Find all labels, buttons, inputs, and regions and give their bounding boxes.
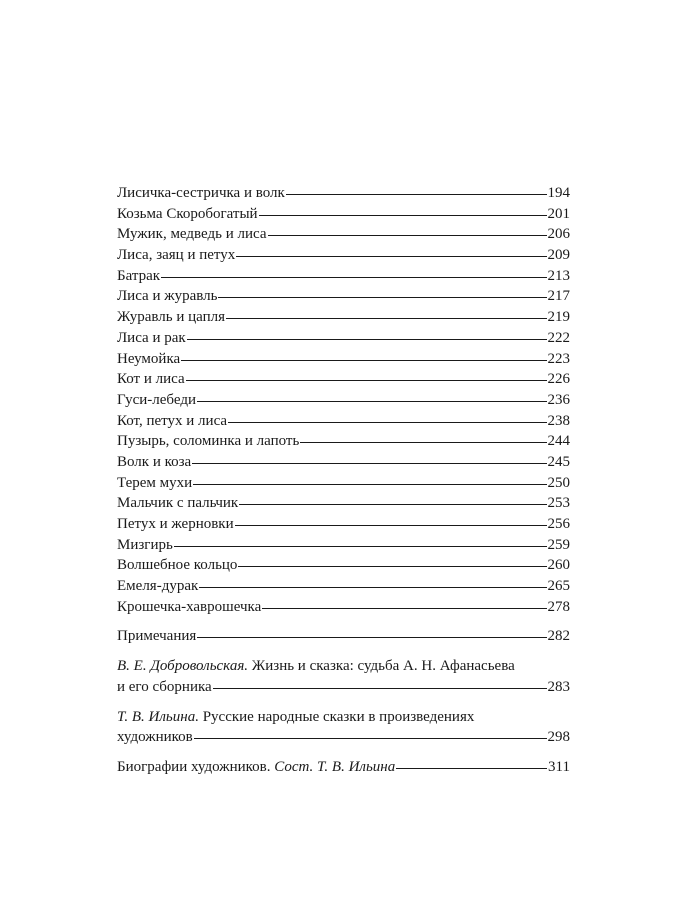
toc-entry-page: 245 <box>547 453 570 470</box>
toc-entry-title: Мужик, медведь и лиса <box>117 226 267 243</box>
article-title-cont: художников <box>117 729 193 746</box>
toc-entry-biographies[interactable] <box>117 757 570 778</box>
toc-entry-title: Мизгирь <box>117 536 173 553</box>
dot-leader <box>186 380 547 381</box>
author-name: В. Е. Добровольская. <box>117 658 249 675</box>
toc-entry[interactable] <box>117 204 570 225</box>
toc-entry-page: 256 <box>547 516 570 532</box>
toc-entry-page: 236 <box>547 391 570 408</box>
toc-entry-page: 250 <box>547 474 570 491</box>
toc-entry-title: Терем мухи <box>117 474 193 491</box>
toc-entry-page: 265 <box>547 578 570 595</box>
toc-entry[interactable] <box>117 266 570 287</box>
toc-entry[interactable] <box>117 349 570 370</box>
toc-entry-page: 238 <box>547 412 570 429</box>
toc-entry-page: 259 <box>547 536 570 553</box>
toc-entry-title: Гуси-лебеди <box>117 391 196 408</box>
toc-entry[interactable] <box>117 493 570 514</box>
dot-leader <box>226 318 546 319</box>
dot-leader <box>228 422 546 423</box>
toc-entry-title: Мальчик с пальчик <box>117 495 239 512</box>
toc-entry-title: Неумойка <box>117 350 181 367</box>
toc-entry-page: 223 <box>547 350 570 367</box>
toc-entry[interactable] <box>117 535 570 556</box>
toc-entry[interactable] <box>117 390 570 411</box>
dot-leader <box>197 637 546 638</box>
toc-entry[interactable] <box>117 245 570 266</box>
toc-entry-title: Козьма Скоробогатый <box>117 205 258 222</box>
toc-entry-title: Лиса и журавль <box>117 288 218 305</box>
compiler-name: Сост. Т. В. Ильина <box>274 758 396 775</box>
toc-entry-page: 222 <box>547 329 570 346</box>
toc-entry-notes[interactable] <box>117 626 570 647</box>
toc-entry-page: 311 <box>548 758 570 775</box>
dot-leader <box>187 339 547 340</box>
toc-entry-page: 244 <box>547 433 570 450</box>
dot-leader <box>268 235 547 236</box>
article-title: Жизнь и сказка: судьба А. Н. Афанасьева <box>251 658 515 675</box>
toc-entry[interactable] <box>117 307 570 328</box>
toc-entry-page: 282 <box>547 628 570 645</box>
toc-entry-title: Кот, петух и лиса <box>117 412 228 429</box>
toc-entry-title: Лиса и рак <box>117 329 186 346</box>
table-of-contents <box>117 183 570 778</box>
toc-entry-page: 253 <box>547 495 570 512</box>
dot-leader <box>213 688 547 689</box>
toc-entry-title: Петух и жерновки <box>117 516 234 532</box>
dot-leader <box>238 566 546 567</box>
toc-entry[interactable] <box>117 576 570 597</box>
dot-leader <box>235 525 547 526</box>
dot-leader <box>218 297 546 298</box>
toc-entry-page: 283 <box>547 678 570 695</box>
dot-leader <box>192 463 546 464</box>
toc-entry-page: 260 <box>547 557 570 574</box>
toc-entry-title: Волшебное кольцо <box>117 557 238 574</box>
dot-leader <box>286 194 547 195</box>
toc-entry[interactable] <box>117 411 570 432</box>
dot-leader <box>174 546 547 547</box>
toc-entry[interactable] <box>117 328 570 349</box>
dot-leader <box>193 484 546 485</box>
toc-entry[interactable] <box>117 555 570 576</box>
toc-entry-page: 298 <box>547 729 570 746</box>
dot-leader <box>194 738 547 739</box>
toc-entry-title: Лисичка-сестричка и волк <box>117 185 285 201</box>
toc-entry-title: Пузырь, соломинка и лапоть <box>117 433 300 450</box>
dot-leader <box>181 360 546 361</box>
bios-title: Биографии художников. <box>117 758 271 775</box>
toc-entry[interactable] <box>117 514 570 535</box>
dot-leader <box>259 215 547 216</box>
dot-leader <box>161 277 546 278</box>
toc-entry[interactable] <box>117 286 570 307</box>
toc-entry-title: Волк и коза <box>117 453 192 470</box>
toc-entry-article-dobrovolskaya[interactable] <box>117 656 570 697</box>
toc-entry[interactable] <box>117 183 570 204</box>
toc-entries <box>117 183 570 617</box>
dot-leader <box>236 256 546 257</box>
toc-entry[interactable] <box>117 597 570 618</box>
toc-entry-page: 217 <box>547 288 570 305</box>
toc-entry[interactable] <box>117 224 570 245</box>
dot-leader <box>262 608 546 609</box>
toc-entry-page: 209 <box>547 247 570 264</box>
toc-entry-page: 213 <box>547 267 570 284</box>
toc-entry-page: 206 <box>547 226 570 243</box>
toc-entry-page: 219 <box>547 309 570 326</box>
toc-entry-title: Емеля-дурак <box>117 578 199 595</box>
toc-entry-title: Кот и лиса <box>117 371 185 388</box>
article-title-cont: и его сборника <box>117 678 212 695</box>
dot-leader <box>239 504 546 505</box>
toc-entry-page: 278 <box>547 598 570 615</box>
toc-entry-page: 226 <box>547 371 570 388</box>
toc-entry-title: Примечания <box>117 628 197 645</box>
author-name: Т. В. Ильина. <box>117 708 199 725</box>
toc-entry[interactable] <box>117 452 570 473</box>
dot-leader <box>300 442 546 443</box>
toc-entry-page: 201 <box>547 205 570 222</box>
toc-entry-page: 194 <box>547 185 570 201</box>
toc-entry-title: Лиса, заяц и петух <box>117 247 236 264</box>
dot-leader <box>197 401 547 402</box>
dot-leader <box>396 768 547 769</box>
toc-entry-title: Журавль и цапля <box>117 309 226 326</box>
dot-leader <box>199 587 546 588</box>
toc-entry-title: Батрак <box>117 267 161 284</box>
toc-entry-article-ilina[interactable] <box>117 707 570 748</box>
toc-entry-title: Крошечка-хаврошечка <box>117 598 262 615</box>
article-title: Русские народные сказки в произведениях <box>202 708 475 725</box>
toc-entry[interactable] <box>117 369 570 390</box>
toc-entry[interactable] <box>117 473 570 494</box>
toc-entry[interactable] <box>117 431 570 452</box>
